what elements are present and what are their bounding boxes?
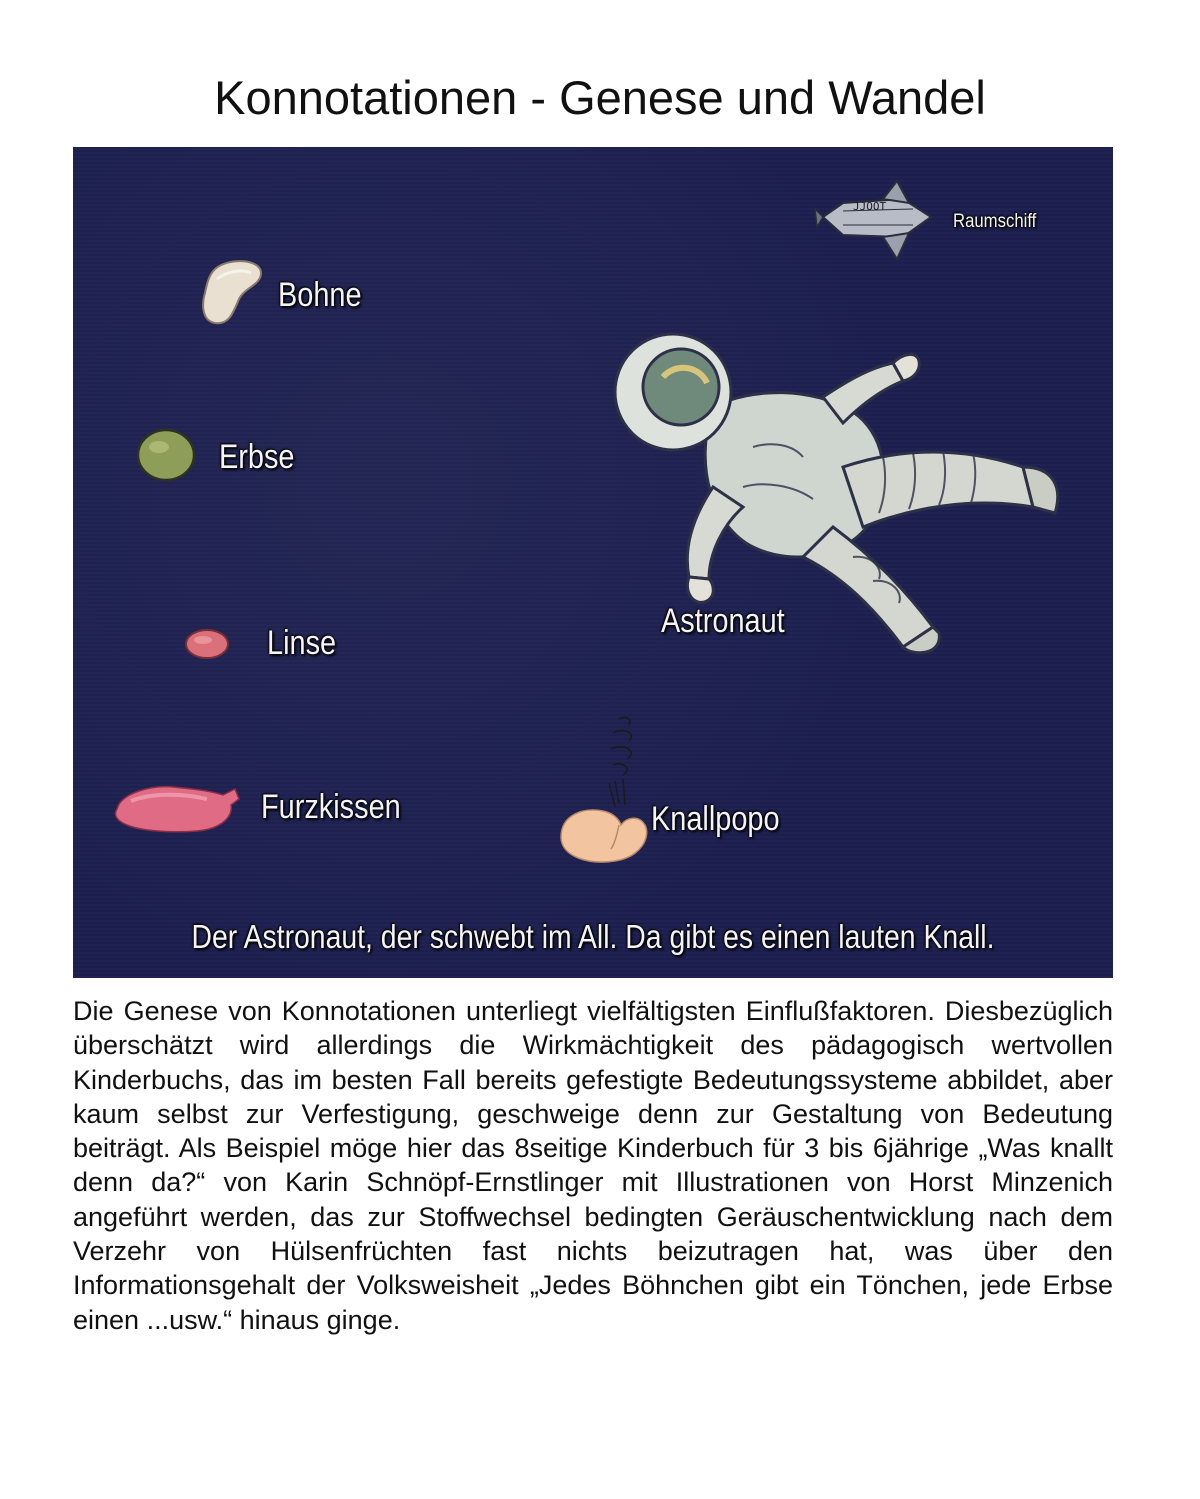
whoopee-cushion-icon — [111, 779, 243, 839]
body-paragraph: Die Genese von Konnotationen unterliegt vielfältigsten Einflußfaktoren. Diesbezüglich überschätzt wird allerdings die Wirkmächtigkeit des pädagogisch wertvollen Kinderbuchs, das im besten Fall bereits gefestigte Bedeutungssysteme abbildet, aber kaum selbst zur Verfestigung, geschweige denn zur Gestaltung von Bedeutung beiträgt. Als Beispiel möge hier das 8seitige Kinderbuch für 3 bis 6jährige „Was knallt denn da?“ von Karin Schnöpf-Ernstlinger mit Illustrationen von Horst Minzenich angeführt werden, das zur Stoffwechsel bedingten Geräuschentwicklung nach dem Verzehr von Hülsenfrüchten fast nichts beizutragen hat, was über den Informationsgehalt der Volksweisheit „Jedes Böhnchen gibt ein Tönchen, jede Erbse einen ...usw.“ hinaus ginge. — [73, 996, 1113, 1335]
bean-icon — [201, 255, 267, 330]
page-title: Konnotationen - Genese und Wandel — [214, 71, 986, 124]
spaceship-icon — [813, 177, 943, 263]
illustration-panel — [73, 147, 1113, 978]
spaceship-marking: JJOOT — [853, 200, 887, 213]
knallpopo-icon — [553, 707, 663, 867]
illustration-caption: Der Astronaut, der schwebt im All. Da gibt es einen lauten Knall. — [191, 918, 995, 955]
label-bohne: Bohne — [278, 276, 362, 314]
label-linse: Linse — [267, 624, 337, 662]
lentil-icon — [183, 627, 231, 661]
label-furzkissen: Furzkissen — [261, 788, 401, 826]
pea-icon — [135, 427, 197, 483]
label-erbse: Erbse — [219, 438, 295, 476]
label-knallpopo: Knallpopo — [651, 800, 780, 838]
label-raumschiff: Raumschiff — [953, 211, 1037, 232]
label-astronaut: Astronaut — [661, 602, 785, 640]
